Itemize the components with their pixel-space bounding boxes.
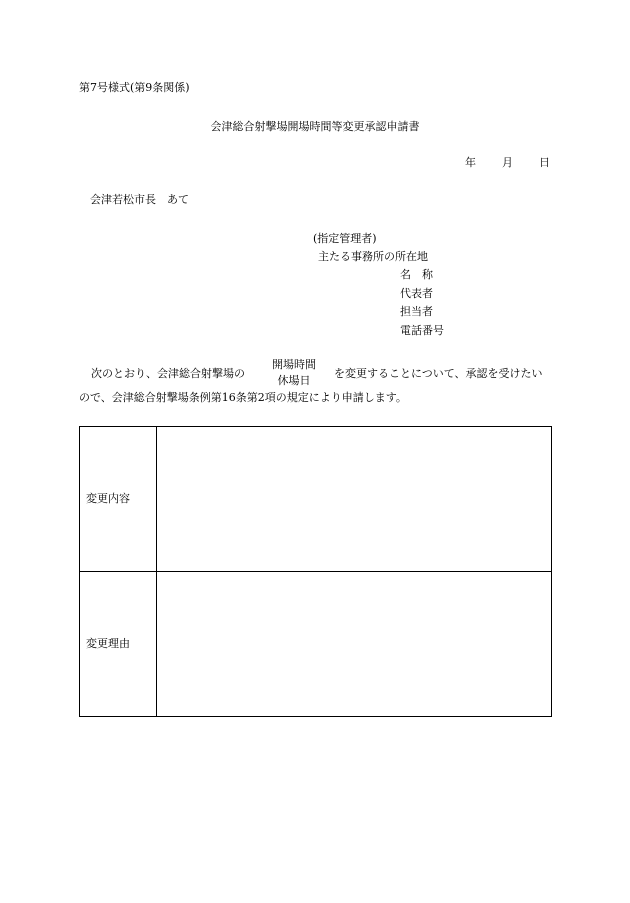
document-title: 会津総合射撃場開場時間等変更承認申請書 (210, 120, 420, 133)
body-text-end: を変更することについて、承認を受けたい (334, 367, 543, 380)
date-month: 月 (502, 156, 513, 169)
table-row (80, 427, 552, 572)
change-table (79, 426, 552, 717)
field-name-label: 名 称 (400, 268, 433, 281)
change-option-stack (272, 357, 316, 389)
addressee: 会津若松市長 あて (90, 193, 189, 206)
body-text-start: 次のとおり、会津総合射撃場の (91, 367, 245, 380)
change-reason-field[interactable] (157, 572, 552, 717)
field-representative-label: 代表者 (400, 287, 433, 300)
body-text-second-line: ので、会津総合射撃場条例第16条第2項の規定により申請します。 (79, 391, 407, 404)
change-content-field[interactable] (157, 427, 552, 572)
change-reason-label: 変更理由 (80, 572, 157, 717)
applicant-heading: (指定管理者) (313, 232, 377, 245)
date-year: 年 (465, 156, 476, 169)
change-content-label: 変更内容 (80, 427, 157, 572)
option-opening-hours: 開場時間 (272, 358, 316, 371)
form-number: 第7号様式(第9条関係) (79, 81, 190, 94)
date-day: 日 (539, 156, 550, 169)
office-location-label: 主たる事務所の所在地 (318, 250, 428, 263)
field-contact-person-label: 担当者 (400, 305, 433, 318)
table-row (80, 572, 552, 717)
field-phone-label: 電話番号 (400, 324, 444, 337)
date-line (465, 156, 550, 169)
option-closed-days: 休場日 (277, 374, 311, 387)
